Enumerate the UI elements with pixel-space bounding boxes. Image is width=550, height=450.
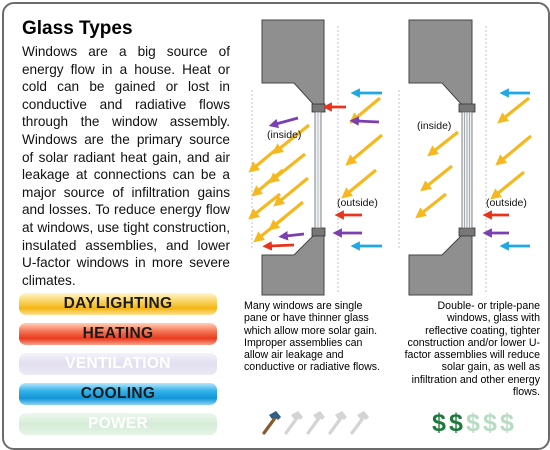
frame-bottom xyxy=(312,228,325,236)
ventilation-bar: VENTILATION xyxy=(19,353,217,375)
multi-pane-window xyxy=(399,20,531,295)
daylighting-bar: DAYLIGHTING xyxy=(19,293,217,315)
cooling-bar: COOLING xyxy=(19,383,217,405)
hammer-icon xyxy=(304,409,326,437)
frame-top xyxy=(459,104,475,112)
body-text: Windows are a big source of energy flow in a house. Heat or cold can be gained or lost in conductive and radiative flows through the window assembly. Windows are the primary source of solar radiant heat gain, and air leakage at connections can be a major source of infiltration gains and losses. To reduce energy flow at windows, use tight construction, insulated assemblies, and lower U-factor windows in more severe climates. xyxy=(22,44,230,288)
hammer-icon xyxy=(260,409,282,437)
hammer-icon xyxy=(282,409,304,437)
cool-arrows xyxy=(358,93,382,246)
difficulty-rating xyxy=(260,409,370,437)
outside-label-right: (outside) xyxy=(486,197,527,209)
power-bar: POWER xyxy=(19,413,217,435)
cost-rating xyxy=(432,409,517,437)
inside-label-left: (inside) xyxy=(267,129,302,141)
info-card xyxy=(2,2,550,450)
multi-pane-caption: Double- or triple-pane windows, glass with reflective coating, tighter construction and/or lower U-factor assemblies will reduce solar gain, as well as infiltration and other energy flows. xyxy=(404,300,540,399)
solar-arrows xyxy=(422,98,531,213)
heating-bar: HEATING xyxy=(19,323,217,345)
dollar-icon: $ xyxy=(466,409,480,437)
hammer-icon xyxy=(326,409,348,437)
wall-top xyxy=(409,20,472,105)
page-title: Glass Types xyxy=(22,18,133,39)
dollar-icon: $ xyxy=(432,409,446,437)
outside-label-left: (outside) xyxy=(337,197,378,209)
single-pane-caption: Many windows are single pane or have thinner glass which allow more solar gain. Improper assemblies can allow air leakage and conductive or radiative flows. xyxy=(244,300,381,374)
dollar-icon: $ xyxy=(449,409,463,437)
hammer-icon xyxy=(348,409,370,437)
cool-arrows xyxy=(507,93,530,246)
inside-label-right: (inside) xyxy=(417,120,452,132)
wall-top xyxy=(262,20,324,105)
dollar-icon: $ xyxy=(500,409,514,437)
frame-bottom xyxy=(459,228,475,236)
wall-bottom xyxy=(409,235,472,295)
frame-top xyxy=(312,104,325,112)
single-pane-window xyxy=(252,20,382,295)
dollar-icon: $ xyxy=(483,409,497,437)
